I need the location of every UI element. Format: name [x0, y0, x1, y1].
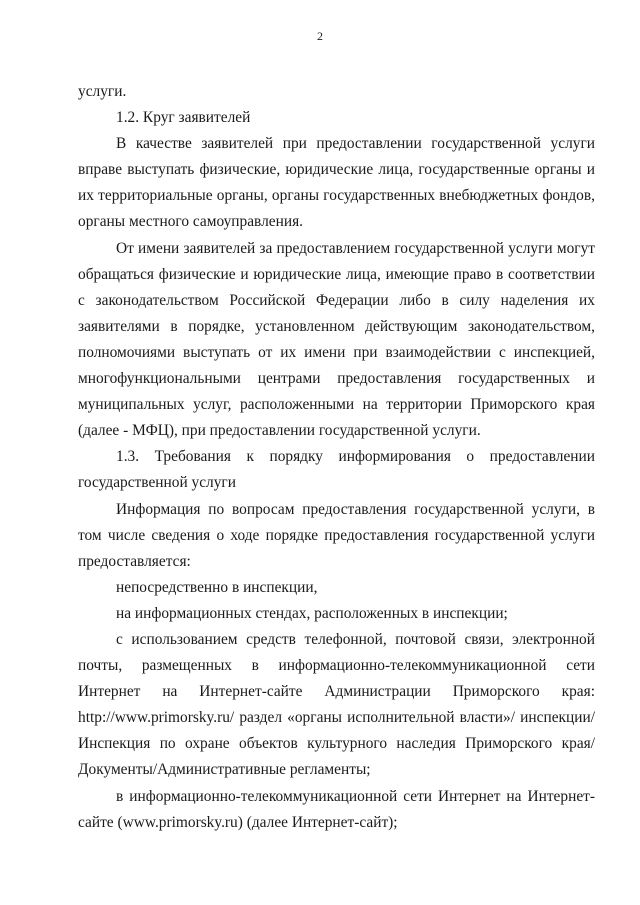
list-item-internet-site: в информационно-телекоммуникационной сети Интернет на Интернет-сайте (www.primorsky.ru) (далее Интернет-сайт);: [78, 787, 595, 831]
list-item-info-stands: на информационных стендах, расположенных в инспекции;: [116, 604, 508, 622]
paragraph-information-provision: Информация по вопросам предоставления государственной услуги, в том числе сведения о ходе порядке предоставления государственной услуги предоставляется:: [78, 500, 595, 570]
paragraph-continuation: услуги.: [78, 83, 127, 100]
paragraph-applicants: В качестве заявителей при предоставлении государственной услуги вправе выступать физические, юридические лица, государственные органы и их территориальные органы, органы государственных внебюджетных фондов, органы местного самоуправления.: [78, 135, 595, 231]
list-item-communications: с использованием средств телефонной, почтовой связи, электронной почты, размещенных в информационно-телекоммуникационной сети Интернет на Интернет-сайте Администрации Приморского края: http://www.primorsky.ru/ раздел «органы исполнительной власти»/ инспекции/ Инспекция по охране объектов культурного наследия Приморского края/Документы/Административные регламенты;: [78, 630, 595, 779]
section-heading-information-requirements: 1.3. Требования к порядку информирования о предоставлении государственной услуги: [78, 448, 595, 492]
page-number: 2: [317, 29, 323, 43]
list-item-in-inspection: непосредственно в инспекции,: [116, 578, 318, 596]
document-body: [78, 79, 595, 836]
paragraph-representatives: От имени заявителей за предоставлением государственной услуги могут обращаться физические и юридические лица, имеющие право в соответствии с законодательством Российской Федерации либо в силу наделения их заявителями в порядке, установленном действующим законодательством, полномочиями выступать от их имени при взаимодействии с инспекцией, многофункциональными центрами предоставления государственных и муниципальных услуг, расположенными на территории Приморского края (далее - МФЦ), при предоставлении государственной услуги.: [78, 239, 595, 440]
section-heading-applicants: 1.2. Круг заявителей: [116, 109, 251, 127]
